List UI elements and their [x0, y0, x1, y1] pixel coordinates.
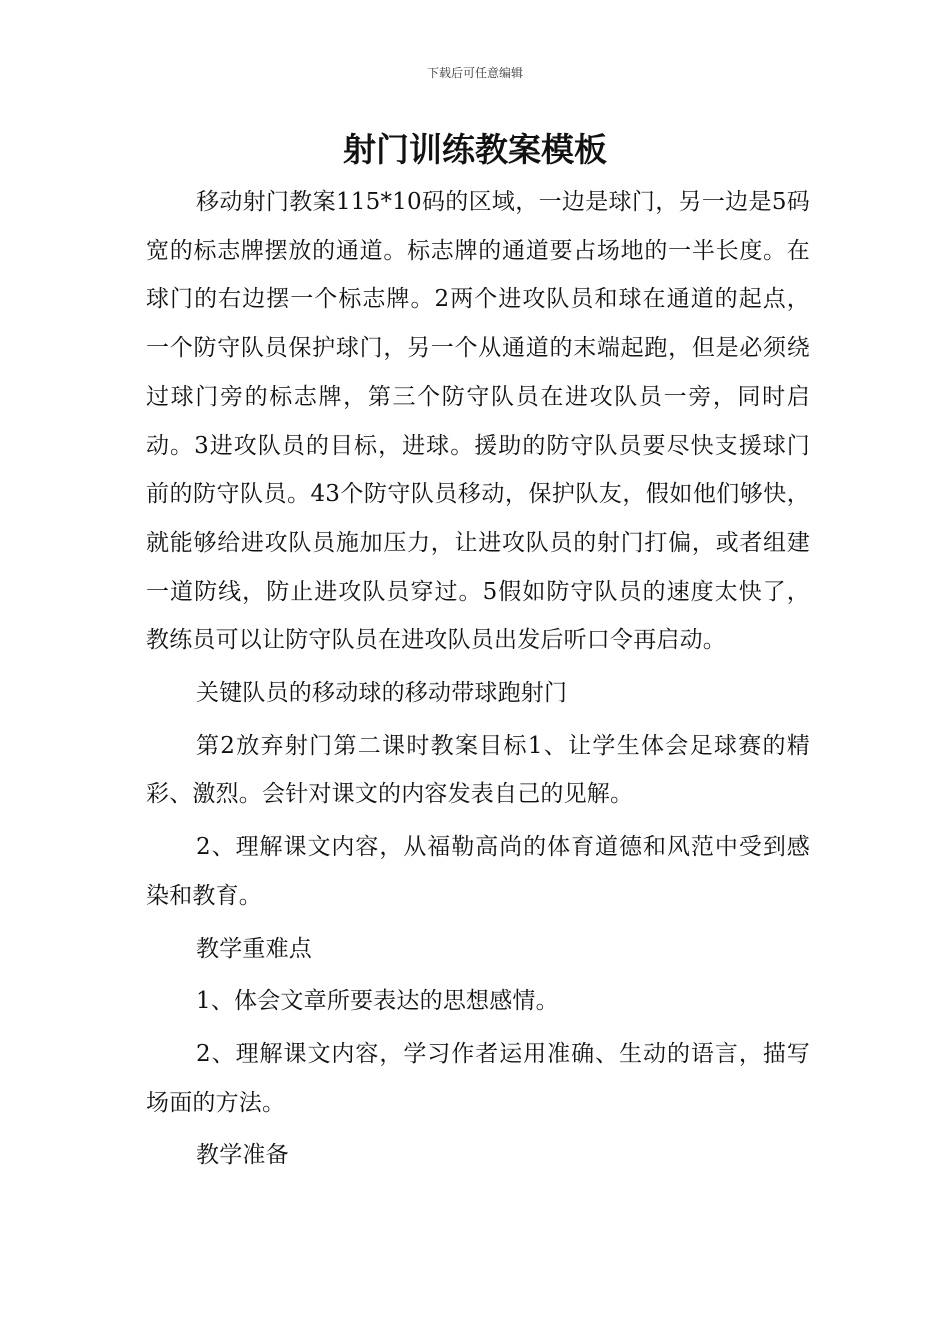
paragraph-section-heading-difficulties: 教学重难点 — [196, 935, 312, 962]
paragraph-section-heading-preparation: 教学准备 — [196, 1142, 289, 1169]
paragraph-difficulty-1: 1、体会文章所要表达的思想感情。 — [196, 988, 559, 1015]
paragraph-difficulty-2: 2、理解课文内容，学习作者运用准确、生动的语言，描写场面的方法。 — [146, 1040, 810, 1116]
paragraph-lesson-goal-2: 2、理解课文内容，从福勒高尚的体育道德和风范中受到感染和教育。 — [146, 834, 810, 909]
paragraph-lesson-goal-1: 第2放弃射门第二课时教案目标1、让学生体会足球赛的精彩、激烈。会针对课文的内容发表自己的见解。 — [146, 732, 810, 808]
document-body — [146, 178, 810, 1184]
header-note: 下载后可任意编辑 — [426, 66, 523, 80]
page-title: 射门训练教案模板 — [343, 130, 607, 169]
paragraph-drill-description: 移动射门教案115*10码的区域，一边是球门，另一边是5码宽的标志牌摆放的通道。标志牌的通道要占场地的一半长度。在球门的右边摆一个标志牌。2两个进攻队员和球在通道的起点，一个防守队员保护球门，另一个从通道的末端起跑，但是必须绕过球门旁的标志牌，第三个防守队员在进攻队员一旁，同时启动。3进攻队员的目标，进球。援助的防守队员要尽快支援球门前的防守队员。43个防守队员移动，保护队友，假如他们够快，就能够给进攻队员施加压力，让进攻队员的射门打偏，或者组建一道防线，防止进攻队员穿过。5假如防守队员的速度太快了，教练员可以让防守队员在进攻队员出发后听口令再启动。 — [146, 189, 810, 654]
paragraph-key-points: 关键队员的移动球的移动带球跑射门 — [196, 680, 568, 707]
